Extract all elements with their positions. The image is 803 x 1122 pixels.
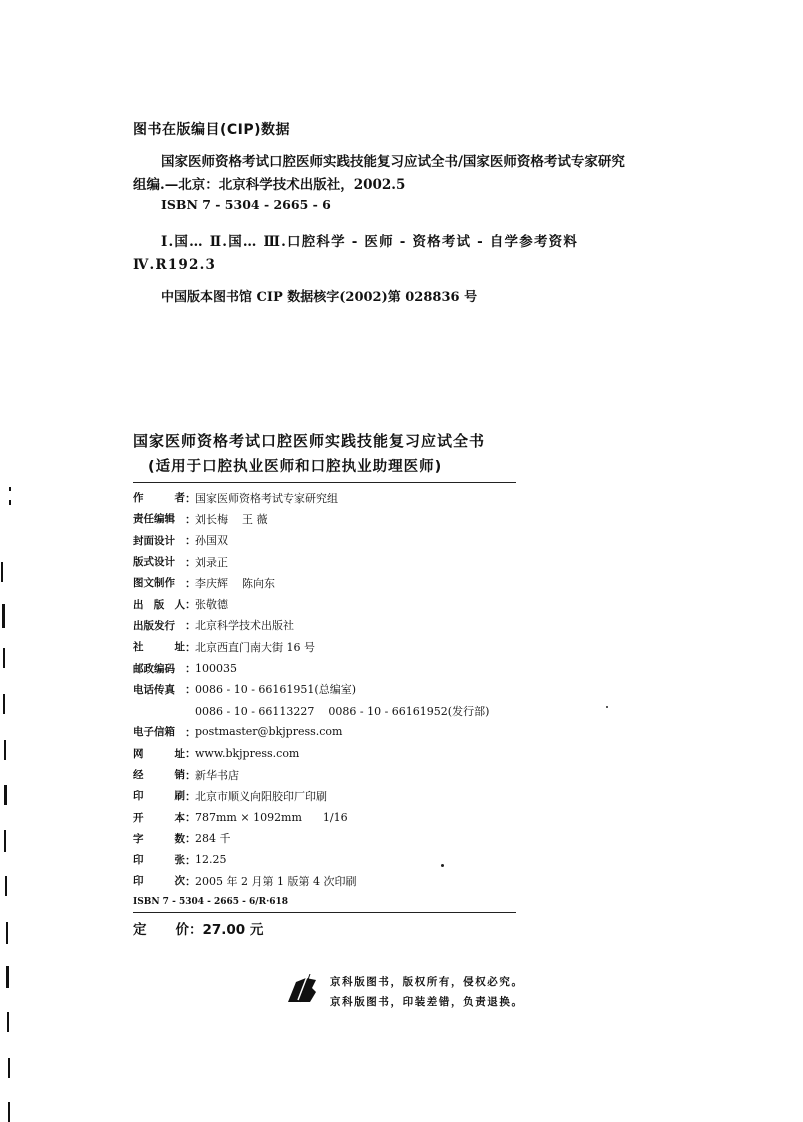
info-label-text: 刷 — [174, 790, 185, 803]
copyright-notice: 京科版图书，版权所有，侵权必究。 — [330, 976, 524, 988]
info-label-text: 数 — [174, 832, 185, 845]
info-label — [133, 554, 185, 569]
info-colon: ： — [185, 512, 196, 526]
info-label-text: 本 — [174, 811, 185, 824]
info-colon: ： — [185, 555, 196, 569]
info-label-text: 电子信箱 — [133, 726, 175, 739]
info-label-text: 销 — [174, 769, 185, 781]
info-row — [133, 806, 553, 827]
binding-mark — [5, 876, 7, 896]
book-subtitle: (适用于口腔执业医师和口腔执业助理医师) — [148, 459, 443, 475]
binding-mark — [6, 966, 9, 988]
info-row — [133, 721, 553, 742]
info-colon: ： — [185, 811, 196, 825]
info-label — [133, 533, 185, 548]
price-label-char: 价 — [175, 922, 189, 938]
info-value: 北京科学技术出版社 — [195, 619, 294, 633]
info-row — [133, 828, 553, 849]
info-row — [133, 785, 553, 806]
price-value: 27.00 元 — [202, 922, 264, 938]
info-label-text: 图文制作 — [133, 577, 175, 590]
info-value: 新华书店 — [195, 768, 239, 782]
info-label — [133, 724, 185, 739]
info-label-text: 印 — [133, 790, 144, 803]
publisher-logo-icon — [286, 974, 320, 1004]
info-value: 0086 - 10 - 66161951(总编室) — [195, 683, 356, 697]
info-value: 张敬德 — [195, 598, 228, 612]
info-label-text: 责任编辑 — [133, 513, 175, 526]
price-colon: ： — [189, 922, 203, 938]
info-label — [133, 597, 185, 612]
info-row — [133, 679, 553, 700]
info-label — [133, 873, 185, 888]
binding-mark — [4, 785, 7, 805]
price-label — [133, 918, 189, 938]
info-value: 刘录正 — [195, 555, 228, 569]
info-label-text: 张 — [174, 854, 185, 867]
info-label-text: 作 — [133, 492, 144, 505]
info-label — [133, 639, 185, 654]
info-label-text: 经 — [133, 769, 144, 781]
return-notice: 京科版图书，印装差错，负责退换。 — [330, 996, 524, 1008]
info-label-text: 邮政编码 — [133, 662, 175, 675]
binding-mark — [3, 648, 5, 668]
binding-mark — [8, 1058, 10, 1078]
info-colon: ： — [185, 725, 196, 739]
info-value: 国家医师资格考试专家研究组 — [195, 491, 338, 505]
info-row — [133, 487, 553, 508]
info-value: 李庆辉 陈向东 — [195, 576, 275, 590]
info-label-text: 社 — [133, 641, 144, 654]
scan-speck — [441, 864, 444, 867]
info-row — [133, 657, 553, 678]
info-label — [133, 661, 185, 676]
binding-mark — [9, 500, 11, 505]
info-value: 北京市顺义向阳胶印厂印刷 — [195, 789, 327, 803]
info-label-text: 印 — [133, 854, 144, 867]
info-label — [133, 490, 185, 505]
cip-csn-number: 中国版本图书馆 CIP 数据核字(2002)第 028836 号 — [161, 290, 478, 305]
info-label — [133, 852, 185, 867]
info-label — [133, 618, 185, 633]
info-colon: ： — [185, 789, 196, 803]
info-label-text: 址 — [174, 641, 185, 654]
info-colon: ： — [185, 598, 196, 612]
info-label-text: 印 — [133, 875, 144, 888]
info-value: 北京西直门南大街 16 号 — [195, 640, 315, 654]
info-colon: ： — [185, 534, 196, 548]
info-label — [133, 831, 185, 846]
info-row — [133, 870, 553, 891]
info-row — [133, 849, 553, 870]
info-colon: ： — [185, 662, 196, 676]
info-label-text: 版 — [153, 598, 165, 611]
info-label — [133, 767, 185, 782]
info-label-text: 出版发行 — [133, 619, 175, 632]
info-label-text: 人 — [174, 598, 185, 611]
binding-mark — [2, 604, 5, 628]
info-row — [133, 572, 553, 593]
binding-mark — [4, 740, 6, 760]
info-value: 2005 年 2 月第 1 版第 4 次印刷 — [195, 874, 357, 888]
info-colon: ： — [185, 874, 196, 888]
binding-mark — [4, 830, 6, 852]
info-value: 787mm × 1092mm 1/16 — [195, 810, 348, 824]
scan-speck — [606, 706, 608, 708]
cip-heading: 图书在版编目(CIP)数据 — [133, 122, 291, 138]
info-label-text: 址 — [174, 747, 185, 760]
isbn-full: ISBN 7 - 5304 - 2665 - 6/R·618 — [133, 897, 288, 907]
binding-mark — [6, 922, 8, 944]
info-label-text: 者 — [174, 492, 185, 505]
info-row — [133, 636, 553, 657]
info-colon: ： — [185, 768, 196, 782]
info-row — [133, 764, 553, 785]
info-colon: ： — [185, 619, 196, 633]
info-value: postmaster@bkjpress.com — [195, 725, 343, 739]
info-label-text: 次 — [174, 875, 185, 888]
cip-entry: 国家医师资格考试口腔医师实践技能复习应试全书/国家医师资格考试专家研究组编.—北京：北京科学技术出版社，2002.5 — [133, 154, 625, 193]
info-colon: ： — [185, 640, 196, 654]
info-row — [133, 615, 553, 636]
info-row — [133, 593, 553, 614]
binding-mark — [3, 694, 5, 714]
info-label-text: 电话传真 — [133, 683, 175, 696]
info-label-text: 网 — [133, 747, 144, 760]
info-label — [133, 788, 185, 803]
info-label-text: 版式设计 — [133, 556, 175, 569]
book-title: 国家医师资格考试口腔医师实践技能复习应试全书 — [133, 432, 486, 450]
info-row — [133, 508, 553, 529]
info-value: 0086 - 10 - 66113227 0086 - 10 - 66161952(发行部) — [195, 704, 490, 718]
info-colon: ： — [185, 747, 196, 761]
price-label-char: 定 — [133, 922, 147, 938]
info-value: 100035 — [195, 661, 237, 675]
divider-top — [133, 482, 516, 483]
info-colon: ： — [185, 832, 196, 846]
imprint-info — [133, 487, 553, 892]
divider-bottom — [133, 912, 516, 913]
info-label-text: 字 — [133, 832, 144, 845]
info-colon: ： — [185, 576, 196, 590]
info-colon: ： — [185, 683, 196, 697]
price — [133, 918, 263, 938]
info-value: www.bkjpress.com — [195, 746, 300, 760]
info-colon: ： — [185, 491, 196, 505]
info-value: 12.25 — [195, 853, 227, 867]
info-row — [133, 743, 553, 764]
info-row — [133, 530, 553, 551]
info-label-text: 出 — [133, 598, 144, 611]
cip-isbn: ISBN 7 - 5304 - 2665 - 6 — [161, 197, 331, 212]
info-label-text: 开 — [133, 811, 144, 824]
info-row — [133, 700, 553, 721]
info-value: 284 千 — [195, 832, 231, 846]
info-label — [133, 810, 185, 825]
binding-mark — [8, 1102, 10, 1122]
binding-mark — [7, 1012, 9, 1032]
cip-classification: Ⅰ.国… Ⅱ.国… Ⅲ.口腔科学 - 医师 - 资格考试 - 自学参考资料 Ⅳ.R192.3 — [133, 234, 579, 273]
info-label-text: 封面设计 — [133, 534, 175, 547]
info-value: 刘长梅 王 薇 — [195, 512, 268, 526]
info-row — [133, 551, 553, 572]
info-label — [133, 575, 185, 590]
info-label — [133, 682, 185, 697]
info-label — [133, 746, 185, 761]
binding-mark — [1, 562, 3, 582]
info-colon: ： — [185, 853, 196, 867]
info-value: 孙国双 — [195, 534, 228, 548]
binding-mark — [9, 487, 11, 491]
info-label — [133, 511, 185, 526]
